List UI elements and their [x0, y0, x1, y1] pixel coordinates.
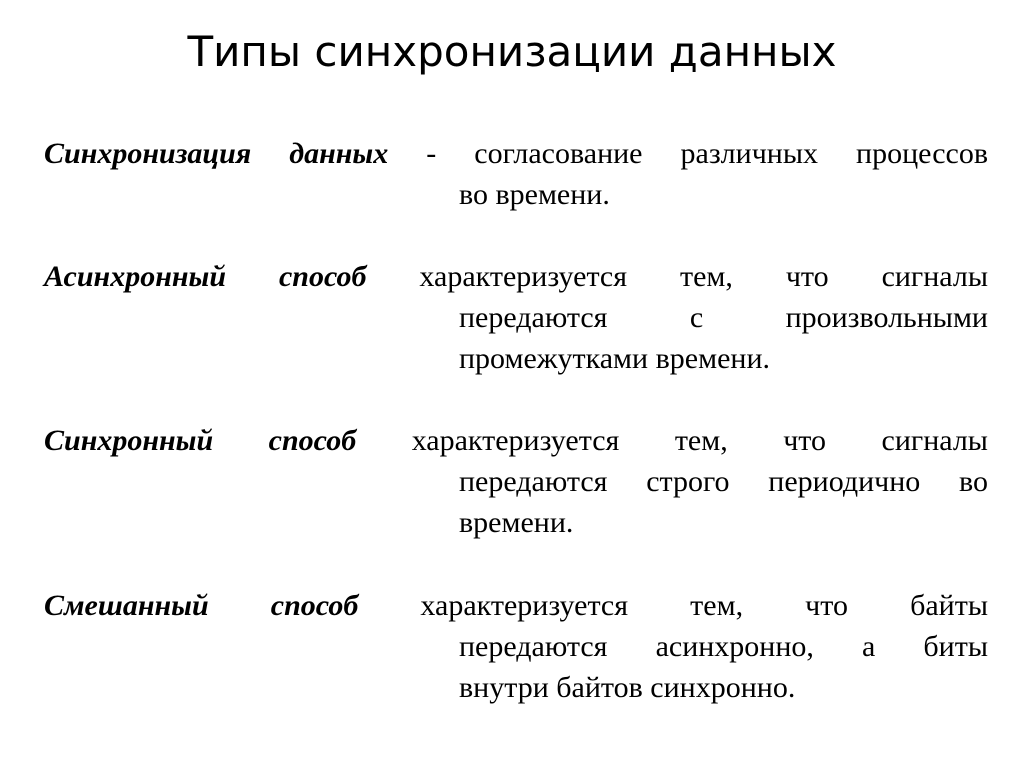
text-word: промежутками — [459, 342, 649, 375]
text-word: с — [689, 301, 704, 334]
text-word: различных — [680, 137, 819, 170]
text-word: байтов — [556, 671, 643, 704]
text-word: характеризуется — [420, 589, 629, 622]
text-word: передаются — [459, 301, 608, 334]
text-word: строго — [646, 465, 730, 498]
text-word: тем, — [679, 260, 733, 293]
text-word: синхронно. — [650, 671, 796, 704]
text-word: асинхронно, — [655, 630, 814, 663]
text-word: внутри — [459, 671, 549, 704]
text-word: времени. — [459, 506, 574, 539]
term-word: способ — [270, 589, 359, 622]
term-word: Синхронизация — [44, 137, 252, 170]
text-word: что — [805, 589, 848, 622]
text-word: что — [785, 260, 829, 293]
slide-title: Типы синхронизации данных — [187, 27, 837, 76]
text-word: процессов — [856, 137, 988, 170]
text-line — [459, 297, 988, 338]
text-word: - — [426, 137, 437, 170]
text-line — [459, 174, 988, 215]
text-word: согласование — [474, 137, 643, 170]
text-word: характеризуется — [419, 260, 628, 293]
text-line — [459, 626, 988, 667]
text-word: характеризуется — [411, 424, 620, 457]
text-word: а — [862, 630, 876, 663]
text-word: тем, — [674, 424, 728, 457]
text-word: тем, — [690, 589, 744, 622]
text-word: во — [959, 465, 988, 498]
term-word: Смешанный — [44, 589, 209, 622]
text-line — [44, 256, 988, 297]
definition-block-async — [44, 256, 988, 379]
text-word: передаются — [459, 630, 608, 663]
text-word: что — [783, 424, 827, 457]
term-word: Синхронный — [44, 424, 214, 457]
definition-block-synchronous — [44, 420, 988, 543]
text-word: произвольными — [785, 301, 988, 334]
text-word: байты — [910, 589, 988, 622]
text-line — [459, 502, 988, 543]
text-word: сигналы — [881, 424, 988, 457]
text-word: биты — [923, 630, 988, 663]
text-line — [44, 133, 988, 174]
text-word: времени. — [495, 178, 610, 211]
term-word: способ — [268, 424, 357, 457]
definition-block-sync — [44, 133, 988, 215]
text-word: передаются — [459, 465, 608, 498]
text-line — [44, 585, 988, 626]
text-line — [459, 338, 988, 379]
text-word: времени. — [655, 342, 770, 375]
definition-block-mixed — [44, 585, 988, 708]
term-word: данных — [289, 137, 389, 170]
text-line — [44, 420, 988, 461]
text-line — [459, 667, 988, 708]
text-word: сигналы — [881, 260, 988, 293]
text-word: во — [459, 178, 488, 211]
term-word: Асинхронный — [44, 260, 227, 293]
text-line — [459, 461, 988, 502]
text-word: периодично — [768, 465, 921, 498]
term-word: способ — [278, 260, 367, 293]
